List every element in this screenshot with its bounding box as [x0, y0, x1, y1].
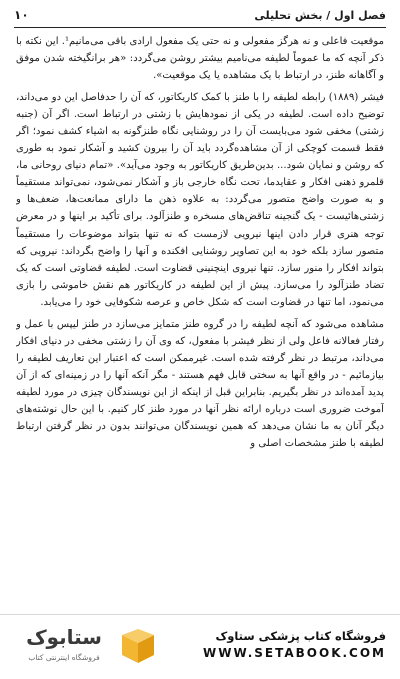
footer-banner — [0, 614, 400, 679]
book-icon — [118, 627, 158, 667]
page-number: ۱۰ — [14, 8, 29, 22]
running-head: فصل اول / بخش تحلیلی — [254, 8, 386, 22]
header-rule — [14, 27, 386, 28]
paragraph-3: مشاهده می‌شود که آنچه لطیفه را در گروه طنز متمایز می‌سازد در طنز لیپس با عمل و رفتار فعالانه فاعل ولی از نظر فیشر با مفعول، که وی آن را زشتی مخفی در دنیای افکار می‌داند، مرتبط در نظر گرفته شده است. غیرممکن است که اعتبار این تعاریف لطیفه را بیازمائیم - در واقع آنها به سختی قابل فهم هستند - مگر آنکه آنها را در زمینه‌ای که از آن پدید آمده‌اند در نظر بگیریم. بنابراین قبل از اینکه از این نویسندگان چیزی در مورد لطیفه آموخت ضروری است درباره ارائه نظر آنها در مورد طنز کار کنیم. با این حال نوشته‌های دیگر آنان به ما نشان می‌دهد که همین نویسندگان می‌توانند بدون در نظر گرفتن ارتباط لطیفه با طنز مشخصات اصلی و — [16, 318, 384, 450]
store-url[interactable]: WWW.SETABOOK.COM — [202, 646, 386, 660]
logo-tagline: فروشگاه اینترنتی کتاب — [28, 653, 100, 662]
store-name: فروشگاه کتاب پزشکی ستاوک — [215, 629, 386, 643]
store-info — [203, 629, 386, 660]
paragraph-2: فیشر (۱۸۸۹) رابطه لطیفه را با طنز با کمک کاریکاتور، که آن را حدفاصل این دو می‌داند، توضیح داده است. لطیفه در یکی از نمودهایش با زشتی در ارتباط است. اگر آن (جنبه زشتی) مخفی شود می‌بایست آن را در روشنایی نگاه طنزگونه به اشیاء کشف نمود؛ اگر فقط قسمت کوچکی از آن مشاهده‌گردد باید آن را بیرون کشید و آشکار نمود به طوری که روشن و نمایان شود... بدین‌طریق کاریکاتور به وجود می‌آید». «تمام دنیای روحانی ما، قلمرو ذهنی افکار و عقایدما، تحت نگاه خارجی باز و آشکار نمی‌شود، نمی‌تواند مستقیماً و به صورت واضح متصور می‌گردد: به علاوه ذهن ما دارای ممانعت‌ها، ضعف‌ها و زشتی‌هائیست - یک گنجینه تناقض‌های مسخره و طنزآلود. برای تأکید بر اینها و در معرض توجه هنری قرار دادن اینها نیرویی لازمست که نه تنها بتواند موضوعات را مستقیماً متصور سازد بلکه خود به این تصاویر روشنایی افکنده و آنها را واضح بگرداند: نیرویی که بتواند افکار را منور سازد. تنها نیروی اینچنینی قضاوت است. لطیفه قضاوتی است که یک تضاد طنزآلود را می‌سازد. پیش از این لطیفه در کاریکاتور هم نقش خاموشی را بازی می‌نمود، اما تنها در قضاوت است که شکل خاص و عرصه شکوفایی خود را می‌یابد. — [16, 92, 384, 308]
logo-wordmark: ستابوک — [26, 625, 102, 649]
body-text — [16, 33, 384, 613]
paragraph-1: موقعیت فاعلی و نه هرگز مفعولی و نه حتی یک مفعول ارادی باقی می‌مانیم¹. این نکته با ذکر آنچه که ما عموماً لطیفه می‌نامیم بیشتر روشن می‌گردد: «هر برانگیخته شدن موفق و آگاهانه طنز، در ارتباط با یک مشاهده یا یک موقعیت». — [16, 36, 384, 82]
page-header — [14, 6, 386, 24]
setabook-logo[interactable] — [8, 623, 158, 671]
